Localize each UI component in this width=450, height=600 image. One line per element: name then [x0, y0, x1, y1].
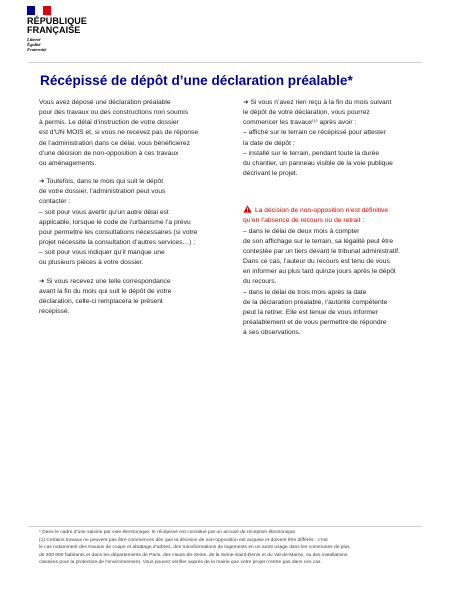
text-line: – dans le délai de deux mois à compter: [243, 227, 360, 235]
motto-fraternite: Fraternité: [27, 47, 47, 53]
text-line: – dans le délai de trois mois après la date: [243, 288, 367, 296]
text-line: décrivant le projet.: [243, 170, 298, 178]
text-line: de son affichage sur le terrain, sa légalité peut être: [243, 237, 394, 245]
text-line: Vous avez déposé une déclaration préalable: [39, 99, 171, 106]
text-line: déclaration, celle-ci remplacera le présent: [39, 297, 163, 305]
footnote-line: de 200 000 habitants et dans les départements de Paris, des Hauts-de-Seine, de la Seine-Saint-Denis et du Val-de-Marne, ou des installations: [39, 552, 348, 558]
motto-liberte: Liberté: [27, 37, 41, 42]
intro-paragraph: [39, 98, 235, 169]
text-line: Dans ce cas, l’auteur du recours est tenu de vous: [243, 258, 390, 266]
text-line: ou aménagements.: [39, 159, 97, 167]
logo-francaise: FRANÇAISE: [27, 25, 81, 35]
recourse-paragraph: [243, 227, 421, 339]
text-line: du chantier, un panneau visible de la voie publique: [243, 159, 393, 167]
text-line: – soit pour vous avertir qu’un autre délai est: [39, 208, 169, 216]
text-line: pour des travaux ou des constructions non soumis: [39, 109, 189, 117]
text-line: ➜ Si vous recevez une telle correspondance: [39, 277, 171, 285]
text-line: de votre dossier, l’administration peut vous: [39, 188, 166, 196]
text-line: est d’UN MOIS et, si vous ne recevez pas de réponse: [39, 129, 199, 137]
text-line: en informer au plus tard quinze jours après le dépôt: [243, 268, 396, 276]
text-line: – installé sur le terrain, pendant toute la durée: [243, 149, 380, 157]
text-line: peut la retirer. Elle est tenue de vous informer: [243, 308, 378, 316]
text-line: – soit pour vous indiquer qu’il manque une: [39, 249, 165, 257]
text-line: récépissé.: [39, 307, 70, 315]
french-flag-icon: [27, 6, 51, 15]
footnote-line: * Dans le cadre d’une saisine par voie électronique, le récépissé est constitué par un accusé de réception électronique.: [39, 530, 297, 535]
text-line: applicable, lorsque le code de l’urbanisme l’a prévu: [39, 218, 191, 226]
text-line: contestée par un tiers devant le tribunal administratif.: [243, 247, 400, 255]
text-line: pour permettre les consultations nécessaires (si votre: [39, 228, 198, 236]
contact-paragraph: [39, 177, 235, 268]
text-line: du recours.: [243, 278, 277, 286]
text-line: le dépôt de votre déclaration, vous pourrez: [243, 109, 370, 117]
text-line: de la déclaration préalable, l’autorité compétente: [243, 298, 388, 306]
logo-motto: [27, 37, 87, 53]
text-line: ➜ Si vous n’avez rien reçu à la fin du mois suivant: [243, 99, 392, 106]
footnote-line: le cas notamment des travaux de coupe et abattage d’arbres, des transformations de logements en un autre usage dans les communes de plus: [39, 545, 350, 550]
text-line: qu’en l’absence de recours ou de retrait :: [243, 217, 365, 225]
right-column: [243, 98, 421, 338]
marianne-logo: [27, 6, 87, 53]
correspondence-paragraph: [39, 277, 235, 318]
warning-triangle-icon: [243, 205, 252, 213]
text-line: ➜ Toutefois, dans le mois qui suit le dépôt: [39, 178, 164, 186]
text-line: avant la fin du mois qui suit le dépôt de votre: [39, 287, 172, 295]
text-line: d’une décision de non-opposition à ces travaux: [39, 149, 179, 157]
motto-egalite: Égalité: [27, 42, 41, 48]
start-works-paragraph: [243, 98, 421, 179]
footer-divider: [28, 526, 422, 527]
header: [0, 0, 450, 62]
text-line: La décision de non-opposition n’est définitive: [255, 207, 389, 215]
logo-republique: RÉPUBLIQUE: [27, 16, 88, 26]
text-line: projet nécessite la consultation d’autres services…) ;: [39, 239, 196, 247]
text-line: contacter :: [39, 198, 71, 206]
text-line: à permis. Le délai d’instruction de votre dossier: [39, 119, 179, 127]
text-line: de l’administration dans ce délai, vous bénéficierez: [39, 139, 190, 147]
text-line: à ses observations.: [243, 329, 301, 337]
text-line: commencer les travaux⁽¹⁾ après avoir :: [243, 119, 357, 127]
warning-notice: [243, 205, 421, 226]
footnote-line: (1) Certains travaux ne peuvent pas être commencés dès que la décision de non-opposition est acquise et doivent être différés : c’est: [39, 537, 328, 543]
page-title: Récépissé de dépôt d’une déclaration préalable*: [40, 73, 353, 88]
text-line: la date de dépôt ;: [243, 139, 295, 147]
header-divider: [28, 62, 422, 63]
footnote-line: classées pour la protection de l’environnement. Vous pouvez vérifier auprès de la mairie que votre projet n’entre pas dans ces cas.: [39, 560, 322, 565]
text-line: ou plusieurs pièces à votre dossier.: [39, 259, 144, 267]
text-line: – affiché sur le terrain ce récépissé pour attester: [243, 129, 386, 137]
left-column: [39, 98, 235, 317]
footnotes: [39, 529, 423, 567]
text-line: préalablement et de vous permettre de répondre: [243, 318, 387, 326]
